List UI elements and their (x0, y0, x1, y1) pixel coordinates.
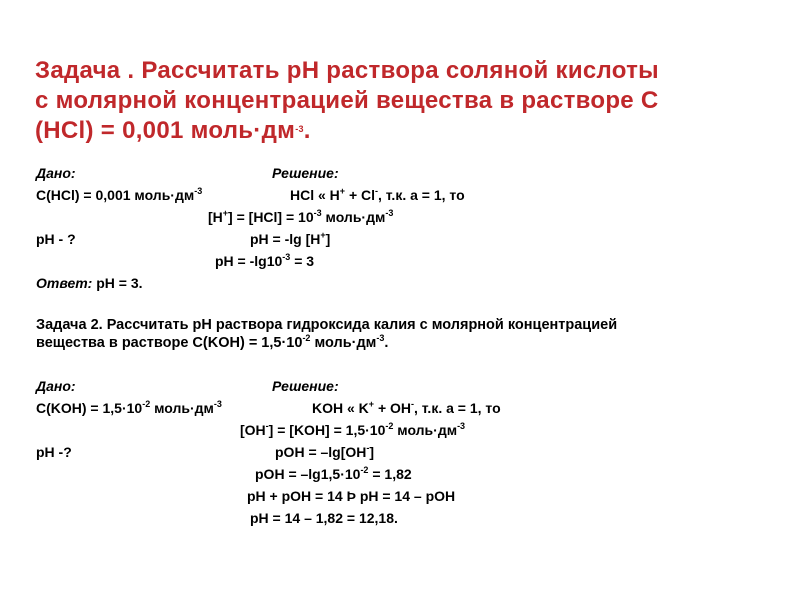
task1-answer-label: Ответ: (36, 275, 93, 291)
formula-fragment: -2 (360, 465, 369, 475)
formula-fragment: + OH (374, 400, 412, 416)
formula-fragment: HCl « H (290, 187, 340, 203)
formula-fragment: = 1,82 (368, 466, 412, 482)
formula-fragment: = 3 (290, 253, 315, 269)
formula-fragment: pOH = –lg[OH (275, 444, 367, 460)
task2-given-value (36, 399, 222, 417)
formula-fragment: + Cl (345, 187, 376, 203)
task1-ph-calculation (215, 252, 314, 270)
formula-fragment: вещества в растворе С(KOH) = 1,5·10 (36, 335, 303, 351)
task2-heading-line-1: Задача 2. Рассчитать pH раствора гидроксида калия с молярной концентрацией (36, 317, 618, 333)
formula-fragment: , т.к. a = 1, то (414, 400, 501, 416)
task1-dissociation-equation (290, 186, 465, 204)
formula-fragment: ] = [KOH] = 1,5·10 (268, 422, 386, 438)
task2-dissociation-equation (312, 399, 501, 417)
task2-concentration-equation (240, 421, 465, 439)
formula-fragment: -3 (376, 333, 385, 343)
formula-fragment: С(KOH) = 1,5·10 (36, 400, 143, 416)
formula-fragment: + (339, 186, 346, 196)
formula-fragment: pOH = –lg1,5·10 (255, 466, 361, 482)
formula-fragment: - (265, 421, 269, 431)
formula-fragment: -2 (385, 421, 394, 431)
task2-poh-formula (275, 443, 374, 461)
formula-fragment: , т.к. a = 1, то (378, 187, 465, 203)
title-line-3-end: . (303, 117, 311, 144)
task1-ph-formula (250, 230, 330, 248)
slide-title (35, 56, 775, 146)
formula-fragment: -3 (385, 208, 394, 218)
formula-fragment: - (375, 186, 379, 196)
formula-fragment: -3 (282, 252, 291, 262)
formula-fragment: [OH (240, 422, 266, 438)
formula-fragment: KOH « K (312, 400, 369, 416)
formula-fragment: pH = -lg10 (215, 253, 283, 269)
task1-given-value (36, 186, 202, 204)
formula-fragment: ] (325, 231, 331, 247)
formula-fragment: моль·дм (393, 422, 458, 438)
title-line-3 (35, 116, 775, 146)
task1-concentration-equation (208, 208, 393, 226)
formula-fragment: -2 (302, 333, 311, 343)
formula-fragment: -3 (213, 399, 222, 409)
task2-heading-line-2 (36, 334, 388, 352)
task1-answer-value: pH = 3. (92, 275, 143, 291)
task2-find: pH -? (36, 444, 72, 460)
formula-fragment: -3 (313, 208, 322, 218)
formula-fragment: + (368, 399, 375, 409)
task2-poh-calculation (255, 465, 412, 483)
formula-fragment: . (384, 335, 389, 351)
formula-fragment: pH = -lg [H (250, 231, 321, 247)
formula-fragment: -2 (142, 399, 151, 409)
formula-fragment: - (411, 399, 415, 409)
formula-fragment: [H (208, 209, 223, 225)
title-line-3-exponent: -3 (295, 124, 304, 134)
formula-fragment: + (222, 208, 229, 218)
formula-fragment: ] (369, 444, 375, 460)
formula-fragment: - (366, 443, 370, 453)
formula-fragment: -3 (457, 421, 466, 431)
formula-fragment: С(HCl) = 0,001 моль·дм (36, 187, 195, 203)
task1-solution-label: Решение: (272, 165, 339, 181)
title-line-1: Задача . Рассчитать pH раствора соляной кислоты (35, 57, 659, 84)
formula-fragment: моль·дм (310, 335, 377, 351)
task2-ph-relation: pH + pOH = 14 Þ pH = 14 – pOH (247, 488, 456, 504)
title-line-3-text: (HCl) = 0,001 моль·дм (35, 117, 296, 144)
task1-find: pH - ? (36, 231, 76, 247)
formula-fragment: -3 (194, 186, 203, 196)
formula-fragment: + (320, 230, 326, 240)
formula-fragment: моль·дм (150, 400, 214, 416)
task2-ph-result: pH = 14 – 1,82 = 12,18. (250, 510, 398, 526)
task1-answer (36, 274, 143, 292)
task2-solution-label: Решение: (272, 378, 339, 394)
task1-given-label: Дано: (36, 165, 76, 181)
task2-given-label: Дано: (36, 378, 76, 394)
title-line-2: с молярной концентрацией вещества в растворе С (35, 87, 659, 114)
formula-fragment: ] = [HCl] = 10 (228, 209, 314, 225)
formula-fragment: моль·дм (321, 209, 386, 225)
